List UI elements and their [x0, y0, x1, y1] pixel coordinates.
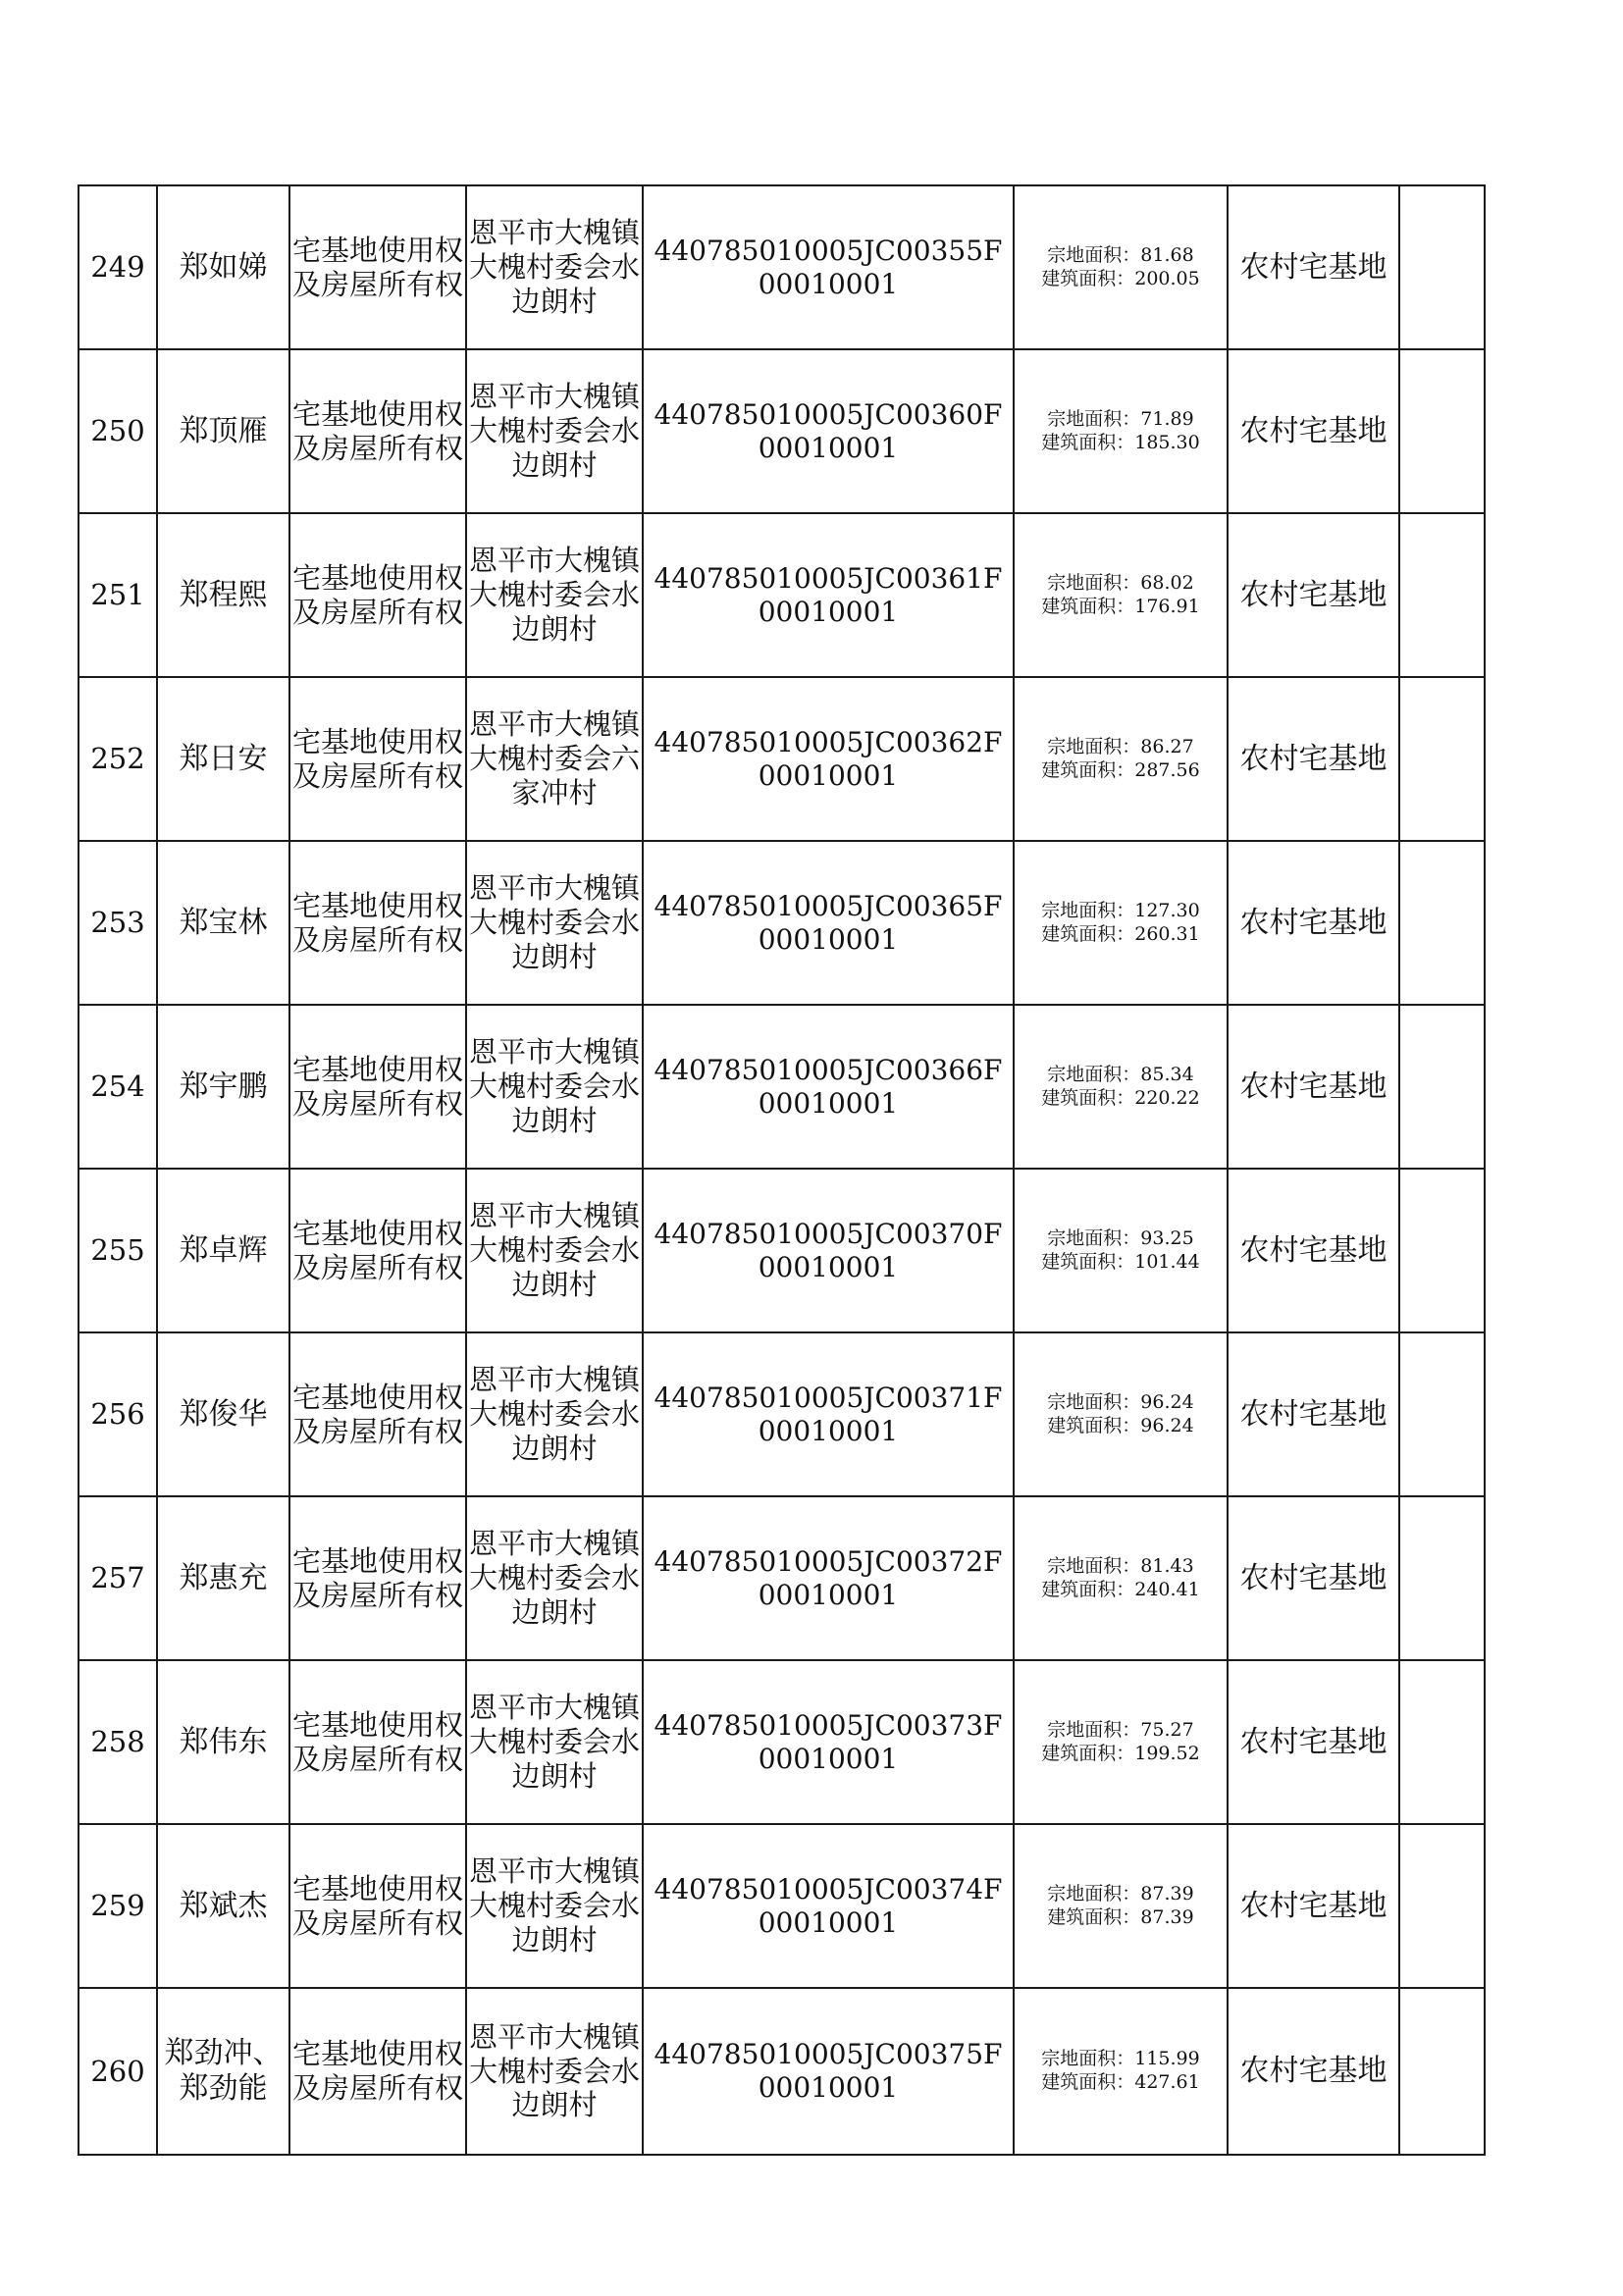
unit-id-text: 440785010005JC00366F00010001	[654, 1053, 1003, 1120]
owner-name	[157, 349, 289, 513]
note	[1399, 513, 1485, 677]
location-text: 恩平市大槐镇大槐村委会六家冲村	[468, 707, 640, 809]
right-type	[289, 1988, 466, 2155]
land-use	[1228, 349, 1399, 513]
owner-name-text: 郑宝林	[179, 905, 268, 940]
right-type-text: 宅基地使用权及房屋所有权	[291, 396, 463, 465]
land-use-text: 农村宅基地	[1239, 1888, 1387, 1923]
building-area-text: 建筑面积：96.24	[1047, 1414, 1194, 1436]
row-number-text: 259	[90, 1889, 145, 1923]
location	[466, 1824, 643, 1988]
location-text: 恩平市大槐镇大槐村委会水边朗村	[468, 2019, 640, 2122]
location-text: 恩平市大槐镇大槐村委会水边朗村	[468, 1035, 640, 1137]
unit-id-text: 440785010005JC00361F00010001	[654, 561, 1003, 628]
unit-id	[643, 1005, 1014, 1169]
land-area-text: 宗地面积：81.43	[1047, 1554, 1194, 1577]
right-type-text: 宅基地使用权及房屋所有权	[291, 1380, 463, 1448]
building-area-text: 建筑面积：185.30	[1041, 431, 1200, 453]
right-type	[289, 513, 466, 677]
land-area-text: 宗地面积：115.99	[1041, 2048, 1200, 2070]
area	[1014, 1824, 1228, 1988]
land-area-text: 宗地面积：96.24	[1047, 1390, 1194, 1413]
building-area-text: 建筑面积：427.61	[1041, 2071, 1200, 2093]
table-row	[79, 513, 1485, 677]
unit-id	[643, 185, 1014, 349]
row-number	[79, 1332, 157, 1496]
location-text: 恩平市大槐镇大槐村委会水边朗村	[468, 1363, 640, 1465]
area	[1014, 1660, 1228, 1824]
row-number	[79, 841, 157, 1005]
unit-id-text: 440785010005JC00362F00010001	[654, 725, 1003, 792]
row-number	[79, 1824, 157, 1988]
unit-id-text: 440785010005JC00373F00010001	[654, 1708, 1003, 1775]
owner-name-text: 郑顶雁	[179, 413, 268, 448]
area	[1014, 1005, 1228, 1169]
unit-id	[643, 1824, 1014, 1988]
unit-id	[643, 1169, 1014, 1332]
unit-id	[643, 513, 1014, 677]
land-area-text: 宗地面积：85.34	[1047, 1063, 1194, 1085]
location	[466, 185, 643, 349]
note	[1399, 1824, 1485, 1988]
location-text: 恩平市大槐镇大槐村委会水边朗村	[468, 216, 640, 318]
right-type-text: 宅基地使用权及房屋所有权	[291, 1543, 463, 1612]
owner-name-text: 郑如娣	[179, 249, 268, 285]
building-area-text: 建筑面积：220.22	[1041, 1086, 1200, 1109]
land-area-text: 宗地面积：71.89	[1047, 407, 1194, 430]
table-row	[79, 1660, 1485, 1824]
note	[1399, 185, 1485, 349]
owner-name	[157, 1824, 289, 1988]
right-type	[289, 1169, 466, 1332]
location-text: 恩平市大槐镇大槐村委会水边朗村	[468, 1854, 640, 1957]
location	[466, 1988, 643, 2155]
table-row	[79, 841, 1485, 1005]
location	[466, 1169, 643, 1332]
location-text: 恩平市大槐镇大槐村委会水边朗村	[468, 1199, 640, 1301]
area	[1014, 1988, 1228, 2155]
note	[1399, 1660, 1485, 1824]
land-use	[1228, 841, 1399, 1005]
land-use	[1228, 513, 1399, 677]
location	[466, 349, 643, 513]
land-area-text: 宗地面积：81.68	[1047, 243, 1194, 266]
table-row	[79, 1824, 1485, 1988]
location-text: 恩平市大槐镇大槐村委会水边朗村	[468, 1527, 640, 1629]
area	[1014, 677, 1228, 841]
row-number-text: 256	[90, 1397, 145, 1432]
right-type	[289, 841, 466, 1005]
unit-id-text: 440785010005JC00355F00010001	[654, 234, 1003, 300]
owner-name-text: 郑俊华	[179, 1396, 268, 1432]
right-type-text: 宅基地使用权及房屋所有权	[291, 560, 463, 629]
land-use-text: 农村宅基地	[1239, 1396, 1387, 1432]
owner-name-text: 郑惠充	[179, 1560, 268, 1595]
right-type-text: 宅基地使用权及房屋所有权	[291, 1871, 463, 1940]
row-number-text: 260	[90, 2054, 145, 2088]
land-area-text: 宗地面积：87.39	[1047, 1882, 1194, 1905]
right-type	[289, 349, 466, 513]
owner-name	[157, 185, 289, 349]
land-use	[1228, 1005, 1399, 1169]
owner-name-text: 郑程熙	[179, 577, 268, 612]
right-type	[289, 1824, 466, 1988]
area	[1014, 185, 1228, 349]
row-number	[79, 349, 157, 513]
row-number	[79, 1005, 157, 1169]
location	[466, 677, 643, 841]
location-text: 恩平市大槐镇大槐村委会水边朗村	[468, 871, 640, 973]
building-area-text: 建筑面积：260.31	[1041, 922, 1200, 945]
land-area-text: 宗地面积：75.27	[1047, 1718, 1194, 1741]
land-use	[1228, 1824, 1399, 1988]
right-type-text: 宅基地使用权及房屋所有权	[291, 2037, 463, 2105]
building-area-text: 建筑面积：176.91	[1041, 595, 1200, 617]
row-number	[79, 1988, 157, 2155]
row-number-text: 258	[90, 1725, 145, 1759]
location	[466, 1496, 643, 1660]
table-row	[79, 1496, 1485, 1660]
note	[1399, 1332, 1485, 1496]
owner-name	[157, 1660, 289, 1824]
unit-id	[643, 1660, 1014, 1824]
right-type-text: 宅基地使用权及房屋所有权	[291, 1707, 463, 1776]
table-body	[79, 185, 1485, 2155]
table-row	[79, 1988, 1485, 2155]
row-number-text: 254	[90, 1070, 145, 1104]
right-type	[289, 1660, 466, 1824]
land-use	[1228, 1332, 1399, 1496]
row-number-text: 250	[90, 414, 145, 448]
land-area-text: 宗地面积：93.25	[1047, 1226, 1194, 1249]
owner-name-text: 郑斌杰	[179, 1888, 268, 1923]
note	[1399, 1988, 1485, 2155]
owner-name	[157, 513, 289, 677]
table-row	[79, 1169, 1485, 1332]
right-type	[289, 1005, 466, 1169]
land-use-text: 农村宅基地	[1239, 577, 1387, 612]
row-number	[79, 1496, 157, 1660]
unit-id	[643, 841, 1014, 1005]
row-number-text: 255	[90, 1233, 145, 1268]
area	[1014, 841, 1228, 1005]
land-use	[1228, 1169, 1399, 1332]
location	[466, 513, 643, 677]
note	[1399, 1169, 1485, 1332]
row-number-text: 257	[90, 1561, 145, 1595]
land-area-text: 宗地面积：86.27	[1047, 735, 1194, 757]
unit-id-text: 440785010005JC00375F00010001	[654, 2038, 1003, 2104]
note	[1399, 349, 1485, 513]
right-type-text: 宅基地使用权及房屋所有权	[291, 888, 463, 957]
land-use	[1228, 185, 1399, 349]
land-use-text: 农村宅基地	[1239, 905, 1387, 940]
location	[466, 1332, 643, 1496]
unit-id	[643, 677, 1014, 841]
unit-id-text: 440785010005JC00365F00010001	[654, 889, 1003, 956]
land-use-text: 农村宅基地	[1239, 413, 1387, 448]
owner-name	[157, 1332, 289, 1496]
land-use-text: 农村宅基地	[1239, 2054, 1387, 2088]
unit-id	[643, 1988, 1014, 2155]
unit-id	[643, 1496, 1014, 1660]
row-number-text: 253	[90, 906, 145, 940]
owner-name	[157, 1005, 289, 1169]
right-type	[289, 185, 466, 349]
note	[1399, 1005, 1485, 1169]
location-text: 恩平市大槐镇大槐村委会水边朗村	[468, 544, 640, 646]
row-number-text: 252	[90, 742, 145, 776]
unit-id	[643, 349, 1014, 513]
note	[1399, 1496, 1485, 1660]
row-number-text: 251	[90, 578, 145, 612]
area	[1014, 1496, 1228, 1660]
owner-name	[157, 1988, 289, 2155]
area	[1014, 513, 1228, 677]
unit-id-text: 440785010005JC00374F00010001	[654, 1872, 1003, 1939]
building-area-text: 建筑面积：87.39	[1047, 1905, 1194, 1928]
row-number	[79, 1660, 157, 1824]
land-use-text: 农村宅基地	[1239, 1069, 1387, 1104]
owner-name-text: 郑卓辉	[179, 1232, 268, 1268]
owner-name-text: 郑劲冲、郑劲能	[164, 2036, 283, 2106]
land-area-text: 宗地面积：127.30	[1041, 899, 1200, 921]
building-area-text: 建筑面积：200.05	[1041, 267, 1200, 289]
right-type	[289, 677, 466, 841]
table-row	[79, 1332, 1485, 1496]
building-area-text: 建筑面积：287.56	[1041, 758, 1200, 781]
row-number	[79, 185, 157, 349]
owner-name-text: 郑日安	[179, 741, 268, 776]
row-number-text: 249	[90, 250, 145, 285]
land-use	[1228, 1988, 1399, 2155]
owner-name	[157, 1496, 289, 1660]
area	[1014, 1169, 1228, 1332]
owner-name	[157, 677, 289, 841]
owner-name-text: 郑伟东	[179, 1724, 268, 1759]
land-area-text: 宗地面积：68.02	[1047, 571, 1194, 594]
location-text: 恩平市大槐镇大槐村委会水边朗村	[468, 380, 640, 482]
table-row	[79, 677, 1485, 841]
row-number	[79, 513, 157, 677]
unit-id-text: 440785010005JC00372F00010001	[654, 1544, 1003, 1611]
unit-id	[643, 1332, 1014, 1496]
table-row	[79, 1005, 1485, 1169]
building-area-text: 建筑面积：240.41	[1041, 1578, 1200, 1600]
area	[1014, 349, 1228, 513]
location	[466, 1660, 643, 1824]
unit-id-text: 440785010005JC00371F00010001	[654, 1381, 1003, 1447]
note	[1399, 841, 1485, 1005]
land-use	[1228, 677, 1399, 841]
land-use-text: 农村宅基地	[1239, 741, 1387, 776]
owner-name	[157, 1169, 289, 1332]
location	[466, 841, 643, 1005]
owner-name	[157, 841, 289, 1005]
land-use	[1228, 1496, 1399, 1660]
right-type	[289, 1332, 466, 1496]
right-type-text: 宅基地使用权及房屋所有权	[291, 724, 463, 793]
table-row	[79, 349, 1485, 513]
building-area-text: 建筑面积：199.52	[1041, 1742, 1200, 1764]
location-text: 恩平市大槐镇大槐村委会水边朗村	[468, 1691, 640, 1793]
area	[1014, 1332, 1228, 1496]
owner-name-text: 郑宇鹏	[179, 1069, 268, 1104]
land-use-text: 农村宅基地	[1239, 1232, 1387, 1268]
table-row	[79, 185, 1485, 349]
right-type-text: 宅基地使用权及房屋所有权	[291, 1216, 463, 1284]
registration-table	[78, 184, 1486, 2156]
land-use-text: 农村宅基地	[1239, 249, 1387, 285]
row-number	[79, 677, 157, 841]
land-use-text: 农村宅基地	[1239, 1724, 1387, 1759]
location	[466, 1005, 643, 1169]
building-area-text: 建筑面积：101.44	[1041, 1250, 1200, 1273]
unit-id-text: 440785010005JC00360F00010001	[654, 397, 1003, 464]
right-type-text: 宅基地使用权及房屋所有权	[291, 233, 463, 301]
unit-id-text: 440785010005JC00370F00010001	[654, 1217, 1003, 1283]
row-number	[79, 1169, 157, 1332]
note	[1399, 677, 1485, 841]
right-type	[289, 1496, 466, 1660]
land-use	[1228, 1660, 1399, 1824]
land-use-text: 农村宅基地	[1239, 1560, 1387, 1595]
right-type-text: 宅基地使用权及房屋所有权	[291, 1052, 463, 1121]
